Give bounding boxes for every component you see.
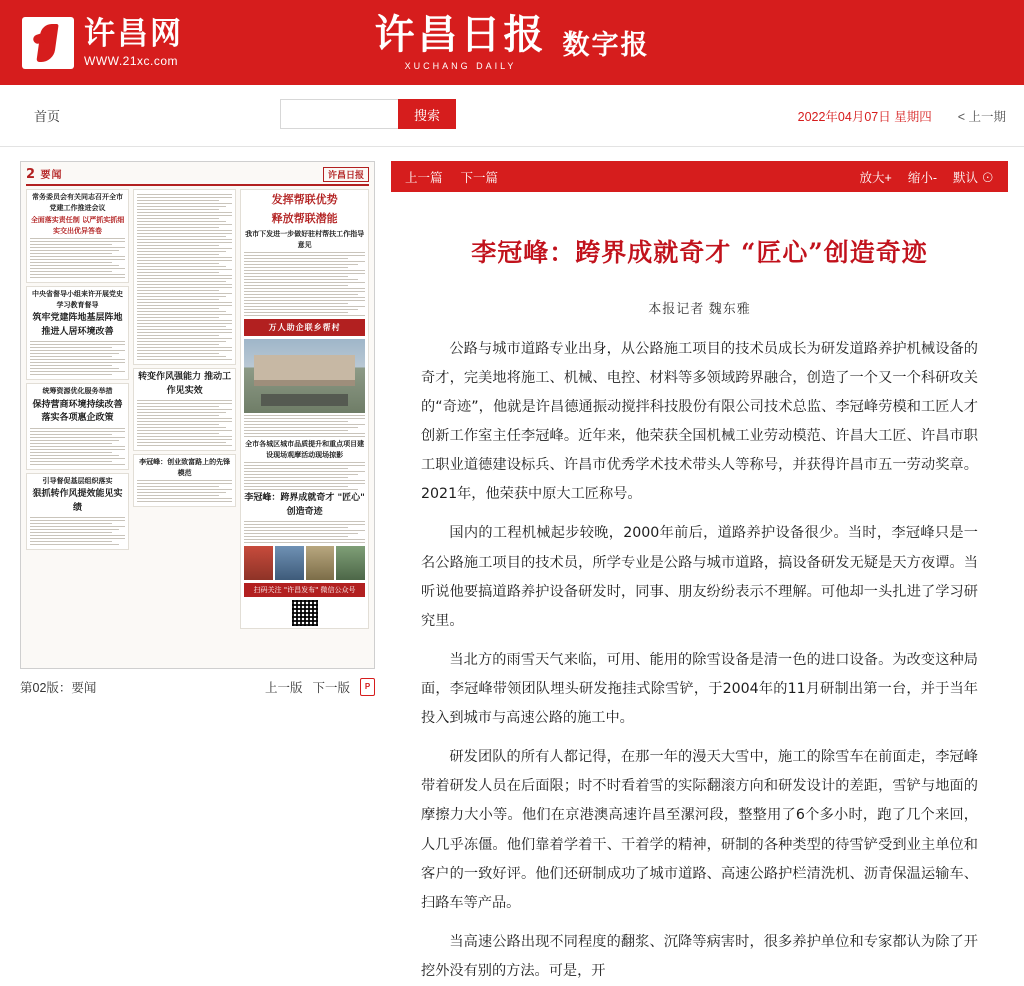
thumbnail-header bbox=[26, 166, 369, 186]
current-page-label: 第02版：要闻 bbox=[20, 681, 97, 695]
thumbnail-article-title: 引导督促基层组织落实 bbox=[42, 476, 113, 485]
thumbnail-photo-strip bbox=[244, 546, 365, 580]
nav-bar bbox=[0, 85, 1024, 147]
thumbnail-article bbox=[133, 189, 236, 365]
thumbnail-article-title: 常务委员会有关同志召开全市党建工作推进会议 bbox=[32, 193, 124, 212]
newspaper-page-thumbnail[interactable] bbox=[20, 161, 375, 669]
brand-url: WWW.21xc.com bbox=[84, 53, 179, 68]
thumbnail-article bbox=[26, 189, 129, 283]
thumbnail-article-subtitle: 筑牢党建阵地基层阵地 推进人居环境改善 bbox=[32, 313, 123, 337]
search-box bbox=[280, 99, 456, 129]
thumbnail-headline-sub: 我市下发进一步做好驻村帮扶工作指导意见 bbox=[245, 230, 365, 249]
thumbnail-text-lines bbox=[30, 238, 125, 278]
nav-item-home[interactable]: 首页 bbox=[34, 109, 61, 124]
site-header bbox=[0, 0, 1024, 85]
brand-name: 许昌网 bbox=[84, 15, 183, 52]
pdf-download-icon[interactable]: P bbox=[360, 678, 375, 696]
thumbnail-headline-2: 释放帮联潜能 bbox=[271, 211, 338, 225]
thumbnail-column-2 bbox=[133, 189, 236, 667]
thumbnail-headline-1: 发挥帮联优势 bbox=[271, 193, 338, 206]
page-preview-column bbox=[20, 161, 375, 737]
thumbnail-article bbox=[26, 286, 129, 380]
issue-date: 2022年04月07日 星期四 bbox=[797, 109, 932, 124]
thumbnail-article-title: 中央省督导小组来许开展党史学习教育督导 bbox=[32, 290, 124, 309]
article-paragraph: 当北方的雨雪天气来临，可用、能用的除雪设备是清一色的进口设备。为改变这种局面，李冠峰带领团队埋头研发拖挂式除雪铲，于2004年的11月研制出第一台，并于当年投入到城市与高速公路的施工中。 bbox=[421, 651, 978, 727]
thumbnail-article bbox=[133, 454, 236, 507]
font-default-button[interactable]: 默认 ⊙ bbox=[953, 170, 994, 185]
thumbnail-text-lines bbox=[244, 521, 365, 543]
thumbnail-article-subtitle: 保持营商环境持续改善 落实各项惠企政策 bbox=[32, 399, 123, 423]
masthead-title: 许昌日报 bbox=[374, 10, 547, 58]
article-text bbox=[421, 335, 978, 986]
thumbnail-article bbox=[26, 473, 129, 551]
masthead-digital-label: 数字报 bbox=[562, 30, 650, 61]
thumbnail-banner: 万人助企联乡帮村 bbox=[244, 319, 365, 336]
article-column bbox=[391, 161, 1008, 979]
font-increase-button[interactable]: 放大+ bbox=[859, 170, 892, 185]
thumbnail-masthead-small: 许昌日报 bbox=[323, 167, 369, 182]
article-paragraph: 研发团队的所有人都记得，在那一年的漫天大雪中，施工的除雪车在前面走，李冠峰带着研发人员在后面限；时不时看着雪的实际翻滚方向和研发设计的差距，雪铲与地面的摩擦力大小等。他们在京港澳高速许昌至漯河段，整整用了6个多小时，跑了几个来回，人几乎冻僵。他们靠着学着干、干着学的精神，研制的各种类型的待雪铲受到业主单位和客户的一致好评。他们还研制成功了城市道路、高速公路护栏清洗机、沥青保温运输车、扫路车等产品。 bbox=[421, 749, 978, 911]
search-button[interactable]: 搜索 bbox=[398, 99, 456, 129]
thumbnail-lead-article bbox=[240, 189, 369, 629]
thumbnail-article-subtitle: 全面落实责任制 以严抓实抓细实交出优异答卷 bbox=[30, 216, 125, 235]
thumbnail-article-title: 李冠峰：创业致富路上的先锋模范 bbox=[139, 458, 231, 477]
thumbnail-page-label bbox=[26, 166, 63, 182]
article-paragraph: 国内的工程机械起步较晚，2000年前后，道路养护设备很少。当时，李冠峰只是一名公路施工项目的技术员，所学专业是公路与城市道路，搞设备研发无疑是天方夜谭。当听说他要搞道路养护设备研发时，同事、朋友纷纷表示不理解。可他却一头扎进了学习研究里。 bbox=[421, 525, 978, 629]
prev-page-link[interactable]: 上一版 bbox=[264, 681, 303, 695]
flame-logo-icon bbox=[22, 17, 74, 69]
thumbnail-text-lines bbox=[244, 415, 365, 437]
thumbnail-photo bbox=[244, 339, 365, 413]
thumbnail-article-title: 转变作风强能力 推动工作见实效 bbox=[138, 372, 232, 396]
thumbnail-text-lines bbox=[30, 428, 125, 465]
article-byline: 本报记者 魏东雅 bbox=[648, 300, 751, 316]
thumbnail-article bbox=[133, 368, 236, 451]
thumbnail-column-3 bbox=[240, 189, 369, 667]
thumbnail-text-lines bbox=[30, 517, 125, 545]
thumbnail-column-1 bbox=[26, 189, 129, 667]
thumbnail-lead-subtitle: 李冠峰：跨界成就奇才 "匠心" 创造奇迹 bbox=[244, 493, 365, 517]
thumbnail-qr-banner: 扫码关注 "许昌发布" 微信公众号 bbox=[244, 583, 365, 597]
qr-code-icon bbox=[292, 600, 318, 626]
thumbnail-article-subtitle: 狠抓转作风提效能见实绩 bbox=[32, 489, 123, 513]
prev-article-button[interactable]: 上一篇 bbox=[405, 170, 443, 185]
next-page-link[interactable]: 下一版 bbox=[312, 681, 350, 695]
nav-right-group bbox=[798, 107, 1006, 125]
prev-issue-link[interactable]: < 上一期 bbox=[957, 109, 1006, 124]
thumbnail-page-section: 要闻 bbox=[40, 170, 63, 181]
thumbnail-article bbox=[26, 383, 129, 470]
font-default-label: 默认 bbox=[953, 170, 979, 185]
article-title: 李冠峰：跨界成就奇才 “匠心”创造奇迹 bbox=[471, 237, 928, 267]
article-body bbox=[391, 192, 1008, 986]
thumbnail-columns bbox=[26, 189, 369, 667]
thumbnail-text-lines bbox=[244, 252, 365, 316]
font-decrease-button[interactable]: 缩小- bbox=[907, 170, 937, 185]
article-paragraph: 公路与城市道路专业出身，从公路施工项目的技术员成长为研发道路养护机械设备的奇才，完美地将施工、机械、电控、材料等多领域跨界融合，创造了一个又一个科研攻关的“奇迹”，他就是许昌德通振动搅拌科技股份有限公司技术总监、李冠峰劳模和工匠人才创新工作室主任李冠峰。近年来，他荣获全国机械工业劳动模范、许昌大工匠、许昌市职工职业道德建设标兵、许昌市优秀学术技术带头人等称号，并获得许昌市五一劳动奖章。2021年，他荣获中原大工匠称号。 bbox=[421, 340, 978, 503]
thumbnail-article-title: 统筹资源优化服务举措 bbox=[42, 387, 113, 395]
thumbnail-text-lines bbox=[137, 400, 232, 446]
thumbnail-text-lines bbox=[30, 341, 125, 375]
next-article-button[interactable]: 下一篇 bbox=[460, 170, 499, 185]
thumbnail-text-lines bbox=[244, 462, 365, 490]
article-toolbar bbox=[391, 161, 1008, 192]
site-brand[interactable] bbox=[22, 17, 183, 69]
thumbnail-page-number: 2 bbox=[26, 167, 37, 182]
article-paragraph: 当高速公路出现不同程度的翻浆、沉降等病害时，很多养护单位和专家都认为除了开挖外没有别的方法。可是，开 bbox=[421, 933, 978, 979]
thumbnail-text-lines bbox=[137, 480, 232, 502]
thumbnail-photo-caption: 全市各城区城市品质提升和重点项目建设现场观摩活动现场掠影 bbox=[245, 440, 365, 459]
thumbnail-footer bbox=[20, 678, 375, 696]
thumbnail-text-lines bbox=[137, 194, 232, 360]
search-input[interactable] bbox=[280, 99, 398, 129]
masthead-subtitle-en: XUCHANG DAILY bbox=[404, 60, 517, 71]
content-area bbox=[0, 147, 1024, 979]
